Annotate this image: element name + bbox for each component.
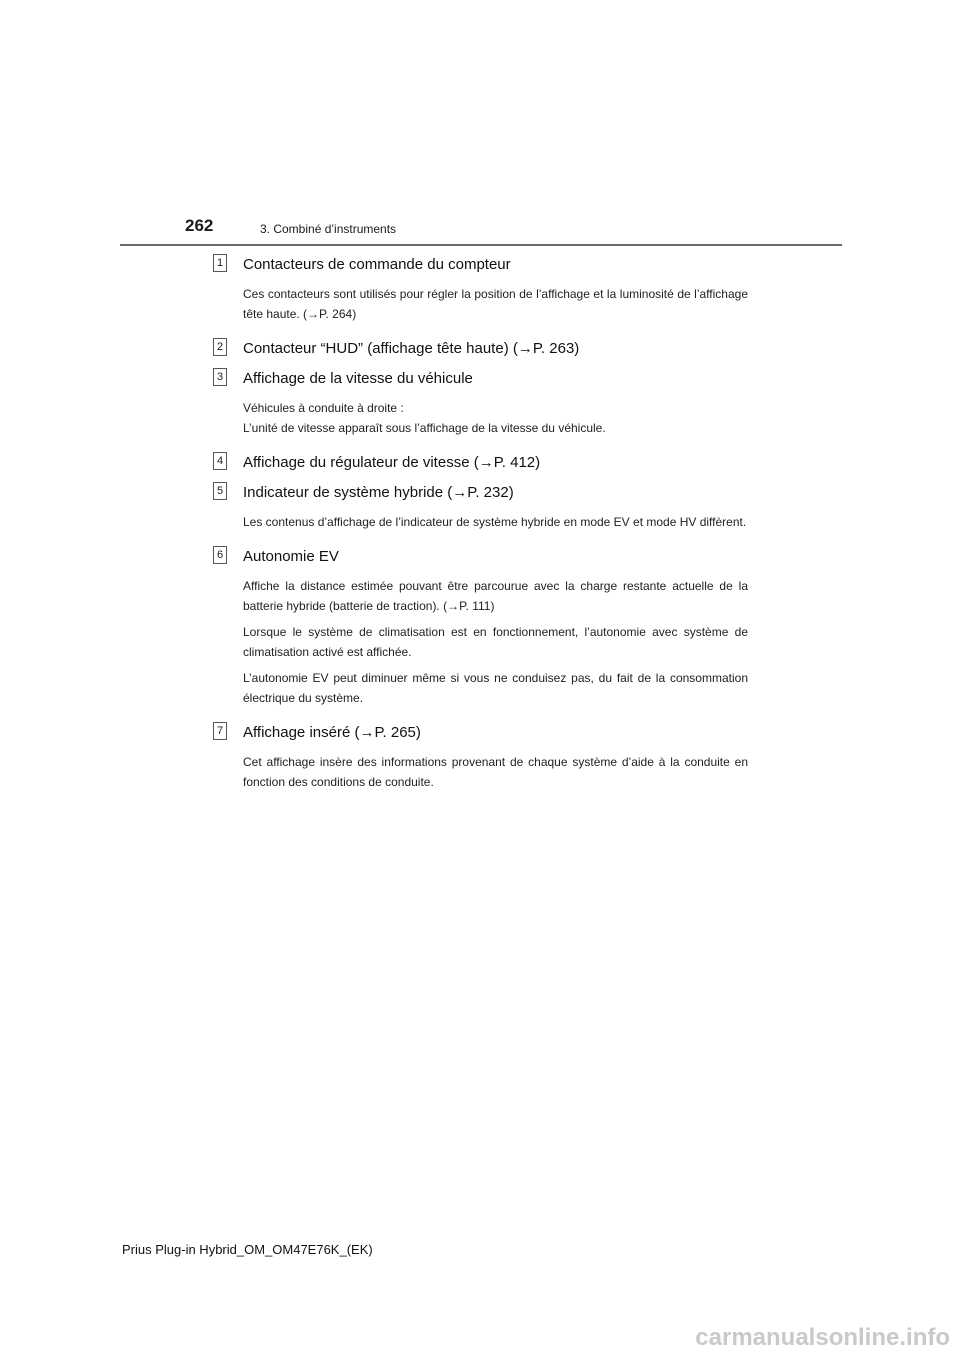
section-title: 3. Combiné d’instruments [260,222,397,236]
item-paragraph: Lorsque le système de climatisation est en fonctionnement, l’autonomie avec système de climatisation activé est affichée. [243,625,748,659]
item-paragraph: Les contenus d’affichage de l’indicateur de système hybride en mode EV et mode HV diffèrent. [243,515,747,529]
item-paragraph: Ces contacteurs sont utilisés pour régler la position de l’affichage et la luminosité de l’affichage tête haute. (→P. 264) [243,287,748,321]
item-heading [216,452,748,482]
item-number-badge: 5 [213,482,227,500]
item-description [243,284,748,338]
item-heading [216,722,748,752]
item-paragraph: L’unité de vitesse apparaît sous l’affichage de la vitesse du véhicule. [243,421,606,435]
item-title: Affichage inséré (→P. 265) [243,724,421,741]
list-item-6 [213,546,748,722]
site-watermark: carmanualsonline.info [695,1324,950,1351]
list-item-4 [213,452,748,482]
list-item-7 [213,722,748,806]
item-paragraph: Cet affichage insère des informations provenant de chaque système d’aide à la conduite en fonction des conditions de conduite. [243,755,748,789]
item-description [243,752,748,806]
header-divider [120,244,842,246]
item-heading [216,482,748,512]
list-item-1 [213,254,748,338]
item-number-badge: 4 [213,452,227,470]
item-description [243,576,748,722]
list-item-2 [213,338,748,368]
item-heading [216,338,748,368]
item-title: Indicateur de système hybride (→P. 232) [243,484,514,501]
item-list [213,254,748,806]
item-number-badge: 6 [213,546,227,564]
page-number: 262 [185,216,214,235]
item-title: Affichage de la vitesse du véhicule [243,370,473,387]
item-number-badge: 1 [213,254,227,272]
item-description [243,398,748,452]
item-title: Affichage du régulateur de vitesse (→P. 412) [243,454,541,471]
item-number-badge: 7 [213,722,227,740]
item-heading [216,254,748,284]
list-item-5 [213,482,748,546]
list-item-3 [213,368,748,452]
document-footer: Prius Plug-in Hybrid_OM_OM47E76K_(EK) [122,1242,373,1257]
item-heading [216,546,748,576]
item-number-badge: 3 [213,368,227,386]
item-paragraph: L’autonomie EV peut diminuer même si vous ne conduisez pas, du fait de la consommation électrique du système. [243,671,748,705]
item-title: Autonomie EV [243,548,339,565]
item-title: Contacteurs de commande du compteur [243,256,511,273]
item-description [243,512,748,546]
item-paragraph: Véhicules à conduite à droite : [243,401,404,415]
item-number-badge: 2 [213,338,227,356]
item-paragraph: Affiche la distance estimée pouvant être parcourue avec la charge restante actuelle de la batterie hybride (batterie de traction). (→P. 111) [243,579,748,613]
item-heading [216,368,748,398]
item-title: Contacteur “HUD” (affichage tête haute) (→P. 263) [243,340,580,357]
